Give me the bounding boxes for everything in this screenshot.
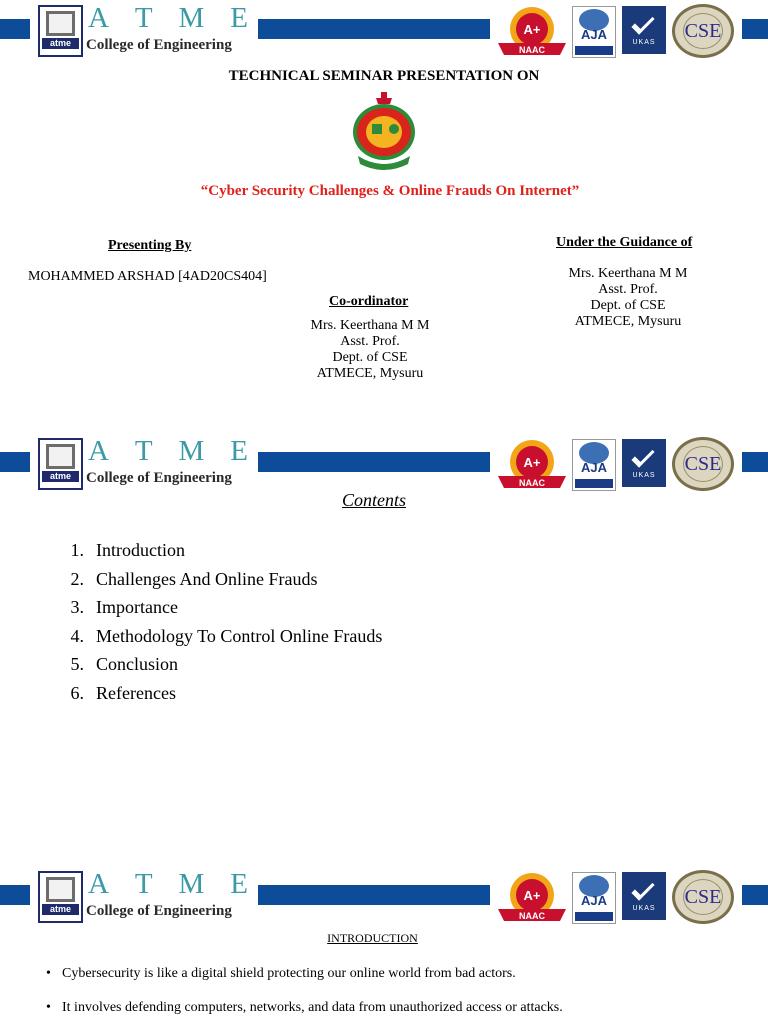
header-bar: [0, 19, 30, 39]
aja-badge-icon: AJA: [572, 872, 616, 924]
naac-badge-icon: [494, 5, 570, 59]
header-bar: [742, 885, 768, 905]
list-item: • It involves defending computers, networks, and data from unauthorized access or attacks.: [46, 1000, 563, 1015]
atme-logo: [38, 5, 83, 57]
atme-letters: A T M E: [88, 435, 248, 467]
cse-badge-icon: CSE: [672, 870, 734, 924]
svg-text:A+: A+: [523, 888, 541, 903]
contents-list: [50, 536, 382, 708]
guide-institute: ATMECE, Mysuru: [574, 314, 682, 329]
bullet-icon: •: [46, 1000, 51, 1015]
logo-word: atme: [42, 904, 79, 915]
svg-text:NAAC: NAAC: [519, 478, 545, 488]
naac-badge-icon: [494, 871, 570, 925]
logo-word: atme: [42, 471, 79, 482]
guide-department: Dept. of CSE: [590, 298, 666, 313]
aja-badge-icon: AJA: [572, 6, 616, 58]
coordinator-designation: Asst. Prof.: [340, 334, 400, 349]
header-bar: [742, 19, 768, 39]
guidance-label: Under the Guidance of: [556, 235, 693, 250]
list-item: 4. Methodology To Control Online Frauds: [70, 625, 383, 646]
header-bar: [258, 885, 490, 905]
coordinator-details: [282, 318, 458, 382]
ukas-badge-icon: UKAS: [622, 6, 666, 58]
bullet-icon: •: [46, 966, 51, 981]
svg-text:A+: A+: [523, 22, 541, 37]
cse-badge-icon: CSE: [672, 4, 734, 58]
svg-text:NAAC: NAAC: [519, 911, 545, 921]
college-name: College of Engineering: [86, 470, 232, 486]
naac-badge-icon: [494, 438, 570, 492]
guide-designation: Asst. Prof.: [598, 282, 658, 297]
introduction-bullets: [46, 965, 563, 1024]
coordinator-institute: ATMECE, Mysuru: [316, 366, 424, 381]
list-item: 3. Importance: [70, 597, 178, 618]
header-bar: [742, 452, 768, 472]
coordinator-name: Mrs. Keerthana M M: [310, 318, 430, 333]
header-bar: [0, 452, 30, 472]
slide-header: [0, 0, 768, 62]
atme-logo: [38, 438, 83, 490]
header-bar: [258, 19, 490, 39]
contents-title: Contents: [341, 490, 406, 510]
atme-letters: A T M E: [88, 2, 248, 34]
atme-letters: A T M E: [88, 868, 248, 900]
presenting-by-label: Presenting By: [108, 238, 192, 253]
header-bar: [0, 885, 30, 905]
list-item: 2. Challenges And Online Frauds: [70, 568, 318, 589]
svg-text:NAAC: NAAC: [519, 45, 545, 55]
list-item: 5. Conclusion: [70, 654, 179, 675]
guide-details: [540, 266, 716, 330]
header-bar: [258, 452, 490, 472]
presentation-title: “Cyber Security Challenges & Online Frauds On Internet”: [200, 183, 580, 199]
ukas-badge-icon: UKAS: [622, 439, 666, 491]
atme-logo: [38, 871, 83, 923]
college-name: College of Engineering: [86, 37, 232, 53]
list-item: 1. Introduction: [70, 540, 185, 560]
slide-title: [0, 0, 768, 420]
svg-text:A+: A+: [523, 455, 541, 470]
college-name: College of Engineering: [86, 903, 232, 919]
slide-header: [0, 433, 768, 495]
list-item: 6. References: [70, 682, 176, 703]
introduction-title: INTRODUCTION: [327, 931, 418, 945]
guide-name: Mrs. Keerthana M M: [568, 266, 688, 281]
aja-badge-icon: AJA: [572, 439, 616, 491]
coordinator-label: Co-ordinator: [329, 294, 409, 309]
seminar-heading: TECHNICAL SEMINAR PRESENTATION ON: [228, 68, 540, 84]
cse-badge-icon: CSE: [672, 437, 734, 491]
ukas-badge-icon: UKAS: [622, 872, 666, 924]
university-emblem-icon: [350, 92, 418, 172]
slide-header: [0, 866, 768, 928]
logo-word: atme: [42, 38, 79, 49]
presenter-name: MOHAMMED ARSHAD [4AD20CS404]: [28, 269, 267, 284]
slide-contents: [0, 433, 768, 853]
list-item: • Cybersecurity is like a digital shield protecting our online world from bad actors.: [46, 966, 516, 981]
coordinator-department: Dept. of CSE: [332, 350, 408, 365]
slide-introduction: [0, 866, 768, 1024]
